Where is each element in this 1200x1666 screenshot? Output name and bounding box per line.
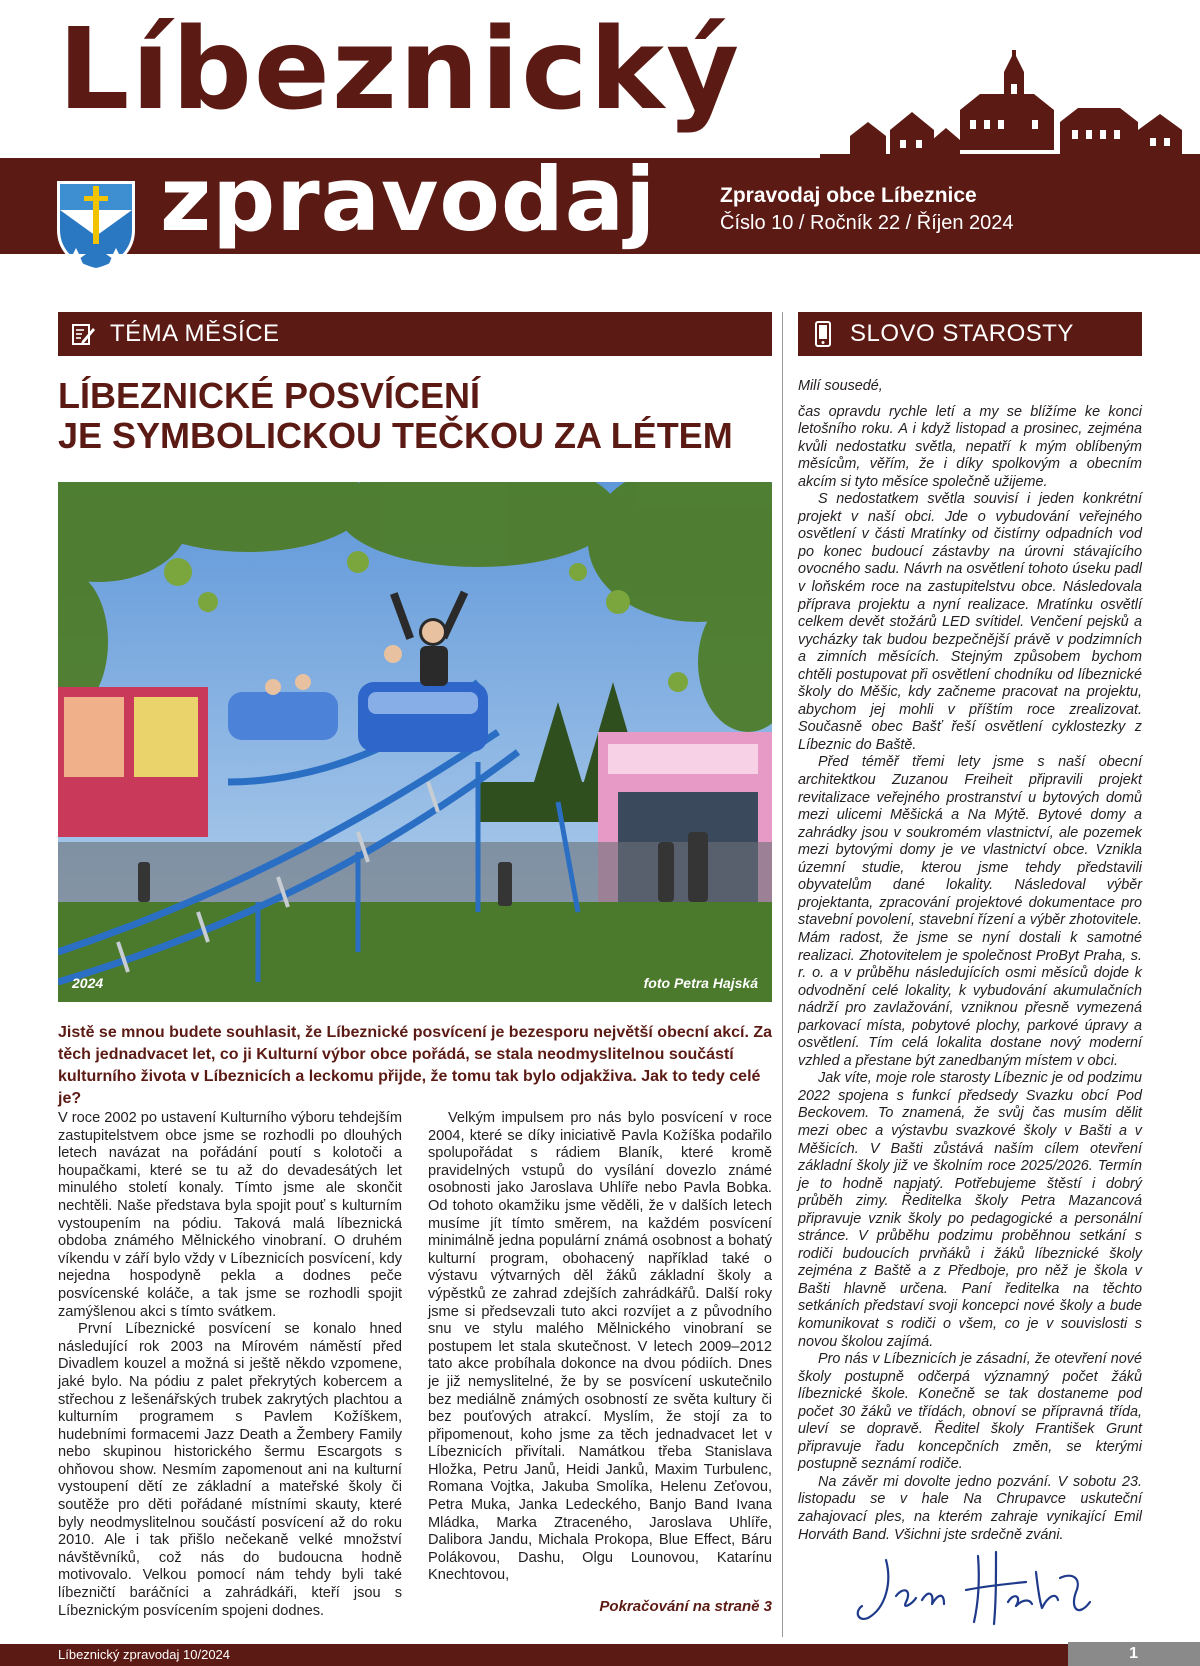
headline-line-2: JE SYMBOLICKOU TEČKOU ZA LÉTEM xyxy=(58,415,733,456)
town-skyline-illustration xyxy=(820,50,1200,162)
continued-link[interactable]: Pokračování na straně 3 xyxy=(599,1598,772,1615)
mayor-signature-icon xyxy=(846,1542,1106,1630)
article-column-1 xyxy=(58,1110,402,1620)
municipal-crest-icon xyxy=(56,180,136,272)
mayor-paragraph: Na závěr mi dovolte jedno pozvání. V sobotu 23. listopadu se v hale Na Chrupavce uskuteční zahajovací ples, na kterém zahraje vynikající Emil Horváth Band. Všichni jste srdečně zváni. xyxy=(798,1473,1142,1543)
headline-line-1: LÍBEZNICKÉ POSVÍCENÍ xyxy=(58,375,481,416)
article-paragraph: Velkým impulsem pro nás bylo posvícení v roce 2004, které se díky iniciativě Pavla Kožíška podařilo spolupořádat s rádiem Blaník, které kromě pravidelných vstupů do vysílání dovezlo známé osobnosti jako Jaroslava Uhlíře nebo Pavla Bobka. Od tohoto okamžiku jsme věděli, že v dalších letech musíme jít tímto směrem, na každém posvícení minimálně jedna populární známá osobnost a bohatý kulturní program, obohacený například také o výstavu výtvarných děl žáků základní školy a výpěstků ze zahrad zdejších zahrádkářů. Další roky jsme si předsevzali tuto akci rozvíjet a z původního snu ve stylu malého Mělnického vinobraní se postupem let stala skutečnost. V letech 2009–2012 tato akce probíhala dokonce na dvou pódiích. Dnes je již nemyslitelné, že by se posvícení uskutečnilo bez mediálně známých osobností ze světa kultury či bez pouťových atrakcí. Myslím, že stojí za to připomenout, koho jsme za těch jednadvacet let v Líbeznicích přivítali. Namátkou třeba Stanislava Hložka, Petru Janů, Heidi Janků, Maxim Turbulenc, Romana Vojtka, Jakuba Smolíka, Helenu Zeťovou, Petra Muka, Janka Ledeckého, Banjo Band Ivana Mládka, Marka Ztraceného, Jaroslava Uhlíře, Dalibora Jandu, Michala Prokopa, Blue Effect, Báru Polákovou, Dashu, Olgu Lounovou, Katarínu Knechtovou, xyxy=(428,1110,772,1584)
publication-name: Zpravodaj obce Líbeznice xyxy=(720,184,977,207)
roller-coaster-photo xyxy=(58,482,772,1002)
column-divider xyxy=(782,312,783,1637)
mayor-paragraph: Před téměř třemi lety jsme s naší obecní architektkou Zuzanou Freiheit připravili projekt revitalizace veřejného prostranství u bytových domů mezi ulicemi Měšická a Na Mýtě. Bytové domy a zahrádky jsou v soukromém vlastnictví, ale pozemek mezi bytovými domy je ve vlastnictví obce. Vznikla územní studie, kterou jsme tehdy představili obyvatelům dané lokality. Následoval výběr projektanta, zpracování projektové dokumentace pro stavební povolení, stavební řízení a výběr zhotovitele. Mám radost, že jsme se nyní dostali k samotné realizaci. Zhotovitelem je společnost ProByt Praha, s. r. o. a v průběhu následujících osmi měsíců dojde k odvodnění celé lokality, k vybudování akumulačních nádrží pro zavlažování, vzniknou přesně vymezená parkovací místa, pobytové plochy, parkové úpravy a osvětlení. Tím celá lokalita dostane nový moderní vzhled a přestane být zanedbaným místem v obci. xyxy=(798,754,1142,1069)
article-paragraph: První Líbeznické posvícení se konalo hned následující rok 2003 na Mírovém náměstí před Divadlem kouzel a možná si ještě někdo vzpomene, jaké bylo. Na pódiu z palet překrytých kobercem a střechou z lešenářských trubek zakrytých plachtou a kulturním programem s Pavlem Kožíškem, hudebními formacemi Jazz Death a Žembery Family nebo skupinou historického šermu Escargots s ohňovou show. Nesmím zapomenout ani na kulturní vystoupení dětí ze základní a mateřské školy či soutěže pro děti pořádané místními skauty, které byly neodmyslitelnou součástí posvícení až do roku 2010. Ale i tak přišlo nečekaně velké množství návštěvníků, což nás do budoucna hodně motivovalo. Velkou pomocí nám tehdy byli také líbezničtí baráčníci a zahrádkáři, kteří jsou s Líbeznickým posvícením spojeni dodnes. xyxy=(58,1321,402,1619)
article-lead: Jistě se mnou budete souhlasit, že Líbeznické posvícení je bezesporu největší obecní akcí. Za těch jednadvacet let, co ji Kulturní výbor obce pořádá, se stala neodmyslitelnou součástí kulturního života v Líbeznicích a leckomu přijde, že tomu tak bylo odjakživa. Jak to tedy celé je? xyxy=(58,1024,772,1107)
page-number: 1 xyxy=(1068,1642,1200,1666)
section-bar-topic xyxy=(58,312,772,356)
mayor-paragraph: Pro nás v Líbeznicích je zásadní, že otevření nové školy postupně odčerpá významný počet žáků líbeznické škole. Konečně se tak dostaneme pod počet 30 žáků ve třídách, obnoví se přípravná třída, uleví se dopravě. Ředitel školy František Grunt připravuje řadu koncepčních změn, se kterými postupně seznámí rodiče. xyxy=(798,1351,1142,1473)
mayor-paragraph: S nedostatkem světla souvisí i jeden konkrétní projekt v naší obci. Jde o vybudování veřejného osvětlení v části Mratínky od čistírny odpadních vod po konec budoucí zástavby na úrovni stávajícího ovocného sadu. Návrh na osvětlení tohoto úseku padl v loňském roce na zastupitelstvu obce. Následovala příprava projektu a nyní realizace. Mratínku osvětlí celkem devět stožárů LED svítidel. Venčení pejsků a vycházky tak budou bezpečnější právě v podzimních a zimních měsících. Stejným způsobem bychom chtěli postupovat při osvětlení chodníku od líbeznické školy do Měšic, kdy začneme pracovat na projektu, abychom jej mohli v příštím roce zrealizovat. Současně obec Bašť řeší osvětlení cyklostezky z Líbeznic do Baště. xyxy=(798,491,1142,753)
smartphone-icon xyxy=(810,321,836,347)
section-title-topic: TÉMA MĚSÍCE xyxy=(110,320,280,347)
masthead-title: Líbeznický xyxy=(58,5,742,135)
mayor-paragraph: čas opravdu rychle letí a my se blížíme ke konci letošního roku. A i když listopad a prosinec, zejména kvůli nedostatku světla, nepatří k mým oblíbeným měsícům, věřím, že i díky spolkovým a obecním akcím si tyto měsíce společně užijeme. xyxy=(798,403,1142,490)
section-title-mayor: SLOVO STAROSTY xyxy=(850,320,1074,347)
photo-credit: foto Petra Hajská xyxy=(643,975,758,991)
article-paragraph: V roce 2002 po ustavení Kulturního výboru tehdejším zastupitelstvem obce jsme se rozhodli po dlouhých letech navázat na pořádání poutí s kolotoči a houpačkami, které se tu až do devadesátých let minulého století konaly. Tímto jsme ale skončit nechtěli. Naše představa byla spojit pouť s kulturním vystoupením na pódiu. Taková malá líbeznická obdoba známého Mělnického vinobraní. O druhém víkendu v září bylo vždy v Líbeznicích posvícení, kdy nejedna hospodyně pekla a dodnes peče posvícenské koláče, a tak jsme se rozhodli spojit zamýšlenou akci s tímto svátkem. xyxy=(58,1110,402,1320)
mayor-greeting: Milí sousedé, xyxy=(798,378,883,394)
article-column-2 xyxy=(428,1110,772,1585)
footer-publication: Líbeznický zpravodaj 10/2024 xyxy=(58,1647,231,1662)
photo-year: 2024 xyxy=(72,975,104,991)
publication-issue: Číslo 10 / Ročník 22 / Říjen 2024 xyxy=(720,212,1014,234)
masthead-subtitle: zpravodaj xyxy=(160,148,657,251)
edit-note-icon xyxy=(70,321,96,347)
mayor-paragraph: Jak víte, moje role starosty Líbeznic je od podzimu 2022 spojena s funkcí předsedy Svazku obcí Pod Beckovem. To znamená, že svůj čas musím dělit mezi obec a výstavbu svazkové školy v Bašti a v Měšicích. V Bašti zůstává naším cílem otevření základní školy již ve školním roce 2025/2026. Termín je to hodně napjatý. Potřebujeme štěstí i dobrý průběh zimy. Ředitelka školy Petra Mazancová připravuje vznik školy po pedagogické a personální stránce. V průběhu podzimu proběhnou setkání s rodiči budoucích prvňáků i žáků líbeznické školy zejména z Baště a z Předboje, pro něž je škola v Bašti hlavně určena. Paní ředitelka na těchto setkáních představí svoji koncepci nové školy a bude komunikovat s rodiči o všem, co je v souvislosti s novou školou zajímá. xyxy=(798,1070,1142,1350)
section-bar-mayor xyxy=(798,312,1142,356)
mayor-column xyxy=(798,378,1142,1544)
article-photo xyxy=(58,482,772,1002)
article-headline xyxy=(58,376,778,456)
